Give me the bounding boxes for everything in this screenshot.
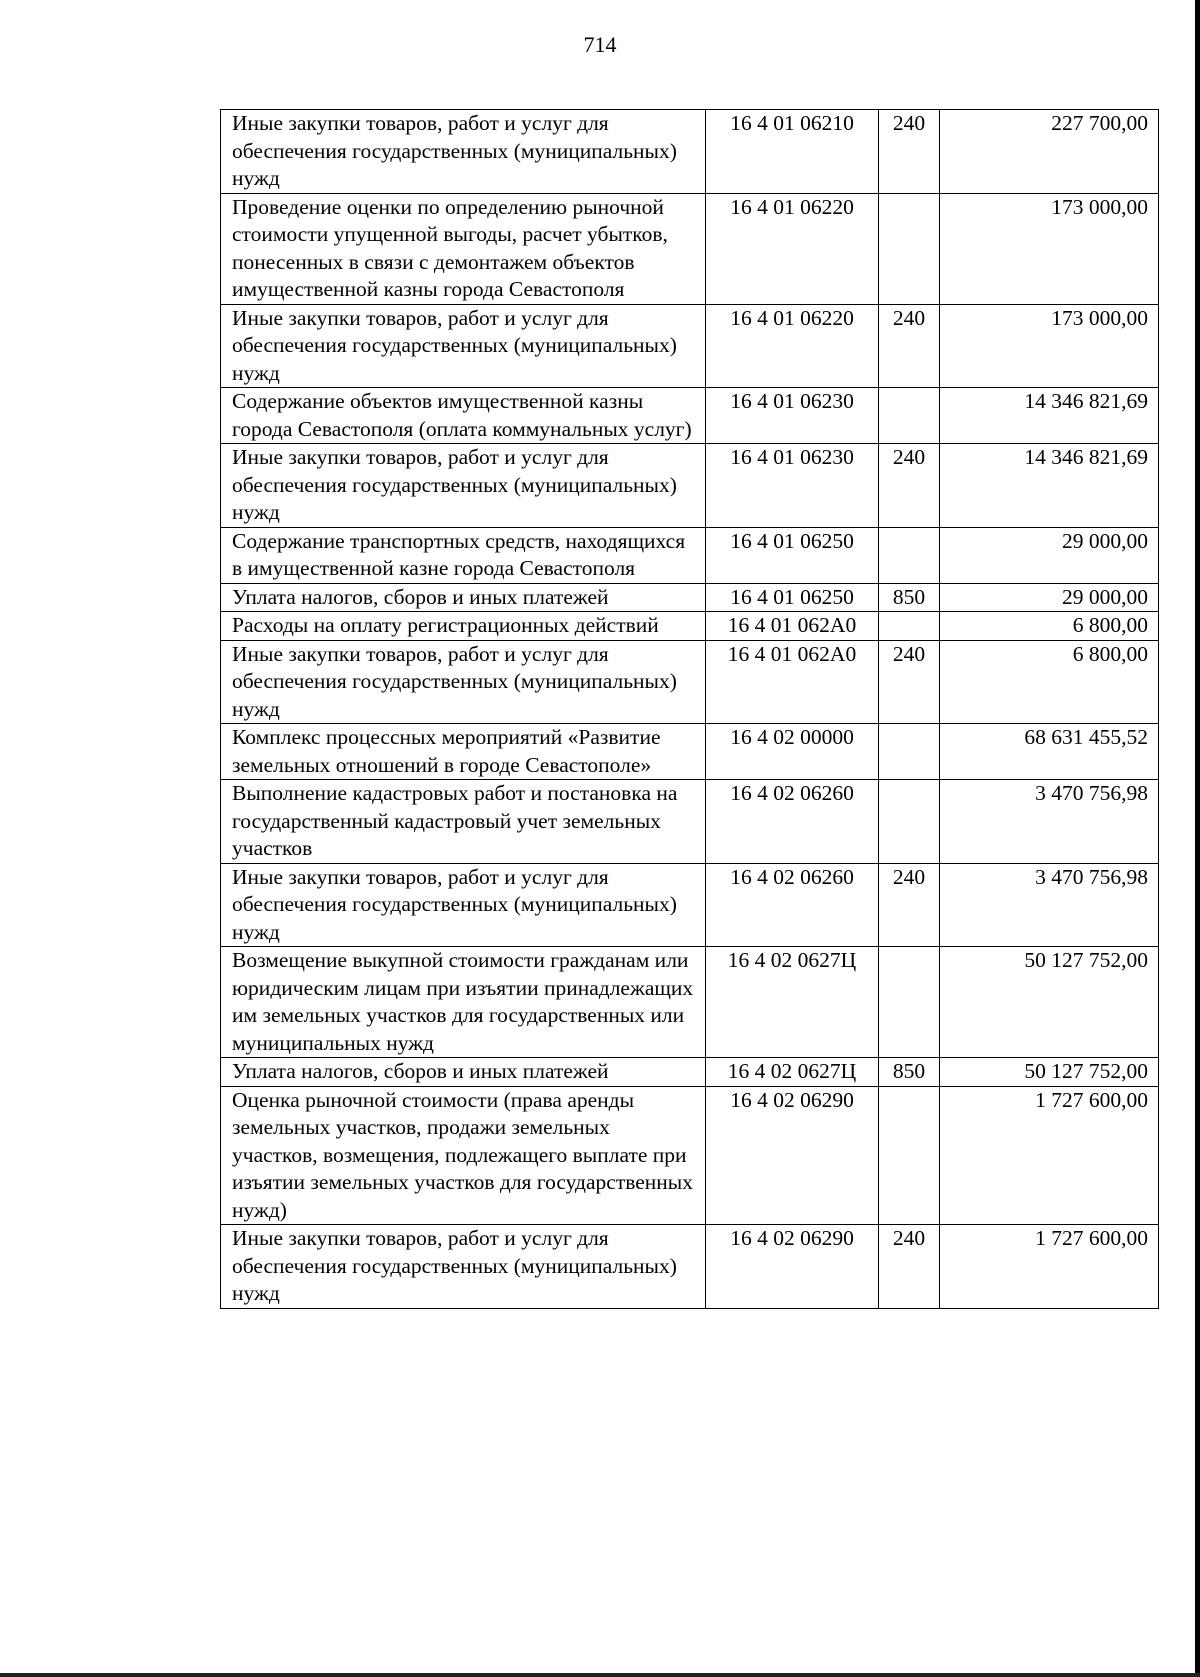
row-name-cell: Оценка рыночной стоимости (права аренды земельных участков, продажи земельных участков, возмещения, подлежащего выплате при изъятии земельных участков для государственных нужд) [221,1086,706,1225]
row-type-cell: 240 [879,1225,940,1309]
row-amount-cell: 227 700,00 [940,110,1159,194]
row-code-cell: 16 4 01 062А0 [706,612,879,641]
row-code-cell: 16 4 01 06230 [706,388,879,444]
table-row [221,612,1159,641]
table-body [221,110,1159,1309]
row-code-cell: 16 4 02 06260 [706,780,879,864]
row-type-cell: 240 [879,640,940,724]
row-name-cell: Иные закупки товаров, работ и услуг для обеспечения государственных (муниципальных) нужд [221,1225,706,1309]
row-name-cell: Иные закупки товаров, работ и услуг для обеспечения государственных (муниципальных) нужд [221,110,706,194]
row-name-cell: Проведение оценки по определению рыночной стоимости упущенной выгоды, расчет убытков, понесенных в связи с демонтажем объектов имущественной казны города Севастополя [221,193,706,304]
table-row [221,947,1159,1058]
row-name-cell: Содержание транспортных средств, находящихся в имущественной казне города Севастополя [221,527,706,583]
table-row [221,780,1159,864]
row-name-cell: Иные закупки товаров, работ и услуг для обеспечения государственных (муниципальных) нужд [221,304,706,388]
row-name-cell: Иные закупки товаров, работ и услуг для обеспечения государственных (муниципальных) нужд [221,863,706,947]
row-amount-cell: 50 127 752,00 [940,1058,1159,1087]
row-code-cell: 16 4 01 06250 [706,527,879,583]
row-amount-cell: 1 727 600,00 [940,1086,1159,1225]
row-code-cell: 16 4 01 06230 [706,444,879,528]
row-name-cell: Уплата налогов, сборов и иных платежей [221,1058,706,1087]
row-type-cell [879,193,940,304]
row-code-cell: 16 4 02 06290 [706,1225,879,1309]
row-name-cell: Иные закупки товаров, работ и услуг для обеспечения государственных (муниципальных) нужд [221,444,706,528]
page-number: 714 [583,32,617,57]
row-amount-cell: 173 000,00 [940,193,1159,304]
row-code-cell: 16 4 01 062А0 [706,640,879,724]
row-type-cell [879,724,940,780]
row-code-cell: 16 4 01 06210 [706,110,879,194]
row-type-cell [879,527,940,583]
row-type-cell: 240 [879,863,940,947]
row-name-cell: Уплата налогов, сборов и иных платежей [221,583,706,612]
row-name-cell: Комплекс процессных мероприятий «Развитие земельных отношений в городе Севастополе» [221,724,706,780]
table-row [221,583,1159,612]
table-row [221,863,1159,947]
table-row [221,1225,1159,1309]
table-row [221,1058,1159,1087]
table-row [221,110,1159,194]
row-type-cell: 240 [879,444,940,528]
row-type-cell: 240 [879,304,940,388]
table-row [221,527,1159,583]
row-code-cell: 16 4 02 06260 [706,863,879,947]
row-amount-cell: 6 800,00 [940,612,1159,641]
row-type-cell [879,947,940,1058]
row-name-cell: Содержание объектов имущественной казны города Севастополя (оплата коммунальных услуг) [221,388,706,444]
row-name-cell: Расходы на оплату регистрационных действий [221,612,706,641]
row-code-cell: 16 4 02 0627Ц [706,1058,879,1087]
table-row [221,304,1159,388]
table-row [221,444,1159,528]
row-code-cell: 16 4 01 06220 [706,304,879,388]
table-row [221,193,1159,304]
row-type-cell: 850 [879,1058,940,1087]
scan-edge-right [1195,0,1200,1677]
row-name-cell: Иные закупки товаров, работ и услуг для обеспечения государственных (муниципальных) нужд [221,640,706,724]
row-code-cell: 16 4 01 06220 [706,193,879,304]
table-row [221,640,1159,724]
row-type-cell [879,612,940,641]
row-type-cell [879,1086,940,1225]
table-row [221,388,1159,444]
row-code-cell: 16 4 02 00000 [706,724,879,780]
row-amount-cell: 6 800,00 [940,640,1159,724]
row-amount-cell: 3 470 756,98 [940,780,1159,864]
table-row [221,1086,1159,1225]
row-amount-cell: 1 727 600,00 [940,1225,1159,1309]
row-type-cell [879,388,940,444]
budget-table [220,109,1159,1309]
row-amount-cell: 29 000,00 [940,527,1159,583]
row-amount-cell: 29 000,00 [940,583,1159,612]
row-amount-cell: 50 127 752,00 [940,947,1159,1058]
table-row [221,724,1159,780]
row-code-cell: 16 4 02 06290 [706,1086,879,1225]
row-type-cell [879,780,940,864]
row-amount-cell: 173 000,00 [940,304,1159,388]
row-code-cell: 16 4 01 06250 [706,583,879,612]
row-code-cell: 16 4 02 0627Ц [706,947,879,1058]
row-name-cell: Возмещение выкупной стоимости гражданам или юридическим лицам при изъятии принадлежащих им земельных участков для государственных или муниципальных нужд [221,947,706,1058]
row-name-cell: Выполнение кадастровых работ и постановка на государственный кадастровый учет земельных участков [221,780,706,864]
row-amount-cell: 14 346 821,69 [940,388,1159,444]
row-type-cell: 850 [879,583,940,612]
row-type-cell: 240 [879,110,940,194]
row-amount-cell: 3 470 756,98 [940,863,1159,947]
scan-edge-bottom [0,1673,1200,1677]
row-amount-cell: 68 631 455,52 [940,724,1159,780]
row-amount-cell: 14 346 821,69 [940,444,1159,528]
